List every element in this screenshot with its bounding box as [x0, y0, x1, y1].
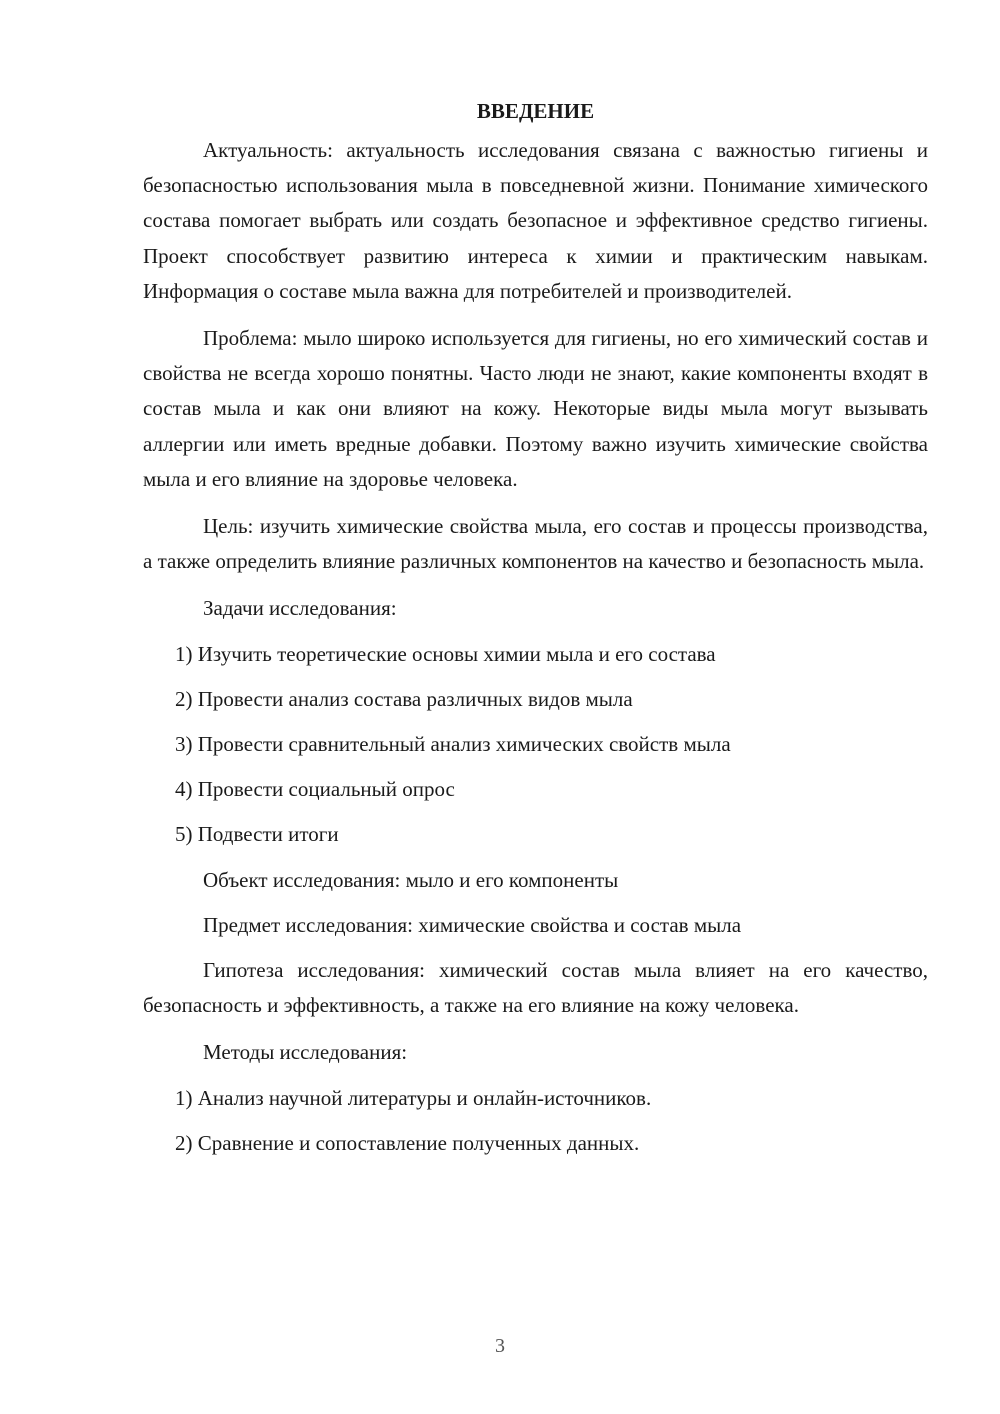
tasks-heading: Задачи исследования:	[203, 596, 397, 621]
task-item: 3) Провести сравнительный анализ химических свойств мыла	[175, 732, 731, 757]
task-item: 4) Провести социальный опрос	[175, 777, 455, 802]
tasks-list	[143, 637, 928, 853]
research-subject: Предмет исследования: химические свойства и состав мыла	[203, 912, 742, 937]
task-item: 2) Провести анализ состава различных видов мыла	[175, 686, 633, 711]
goal-paragraph: Цель: изучить химические свойства мыла, его состав и процессы производства, а также определить влияние различных компонентов на качество и безопасность мыла.	[143, 514, 928, 574]
method-item: 1) Анализ научной литературы и онлайн-источников.	[175, 1085, 652, 1110]
document-page	[143, 96, 928, 1171]
task-item: 5) Подвести итоги	[175, 822, 339, 847]
methods-list	[143, 1081, 928, 1161]
hypothesis-paragraph: Гипотеза исследования: химический состав мыла влияет на его качество, безопасность и эффективность, а также на его влияние на кожу человека.	[143, 958, 928, 1018]
research-object: Объект исследования: мыло и его компоненты	[203, 867, 619, 892]
section-title: ВВЕДЕНИЕ	[476, 99, 595, 123]
problem-paragraph: Проблема: мыло широко используется для гигиены, но его химический состав и свойства не всегда хорошо понятны. Часто люди не знают, какие компоненты входят в состав мыла и как они влияют на кожу. Некоторые виды мыла могут вызывать аллергии или иметь вредные добавки. Поэтому важно изучить химические свойства мыла и его влияние на здоровье человека.	[143, 326, 928, 491]
task-item: 1) Изучить теоретические основы химии мыла и его состава	[175, 641, 716, 666]
methods-heading: Методы исследования:	[203, 1040, 408, 1065]
method-item: 2) Сравнение и сопоставление полученных данных.	[175, 1130, 640, 1155]
relevance-paragraph: Актуальность: актуальность исследования связана с важностью гигиены и безопасностью использования мыла в повседневной жизни. Понимание химического состава помогает выбрать или создать безопасное и эффективное средство гигиены. Проект способствует развитию интереса к химии и практическим навыкам. Информация о составе мыла важна для потребителей и производителей.	[143, 138, 928, 303]
page-number: 3	[495, 1335, 505, 1357]
